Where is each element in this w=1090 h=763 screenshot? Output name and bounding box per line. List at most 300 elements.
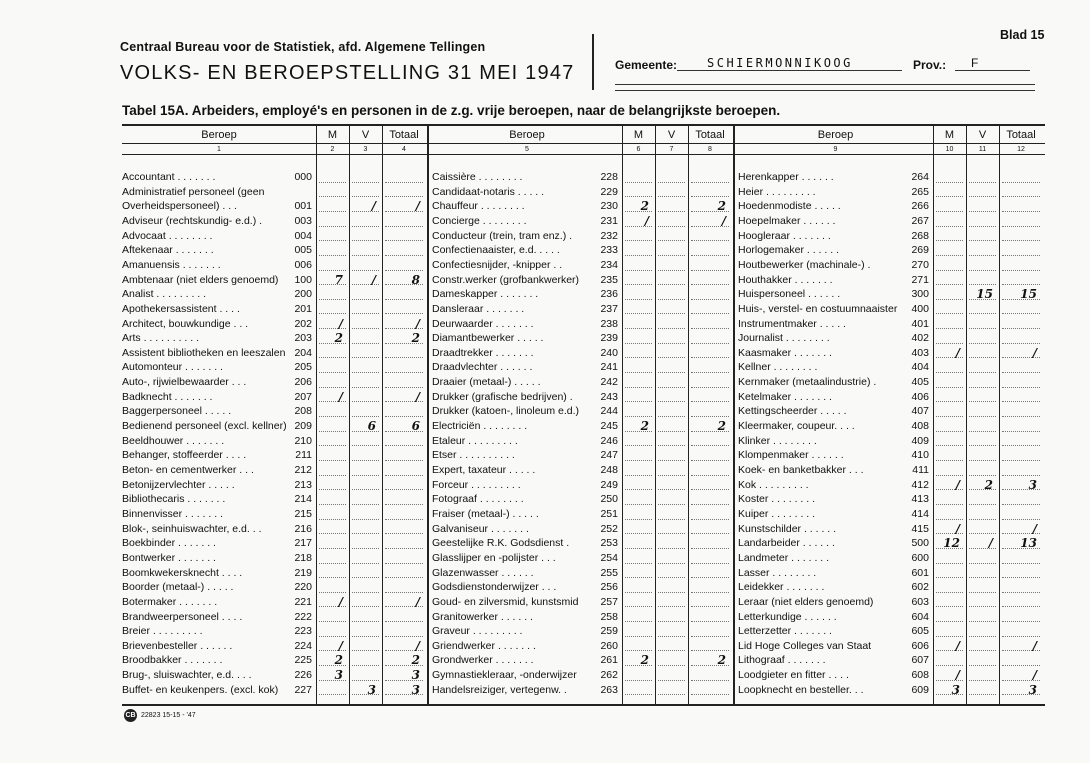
count-cell-v (349, 405, 382, 420)
count-cell-totaal (382, 611, 426, 626)
occupation-name: Handelsreiziger, vertegenw. . (432, 683, 567, 696)
table-row (122, 274, 426, 289)
dotted-line (658, 401, 685, 402)
count-cell-m (933, 391, 966, 406)
dotted-line (936, 401, 963, 402)
dotted-line (658, 650, 685, 651)
table-row (738, 464, 1043, 479)
dotted-line (625, 328, 652, 329)
count-cell-totaal (382, 523, 426, 538)
count-cell-totaal (999, 464, 1043, 479)
dotted-line (936, 387, 963, 388)
dotted-line (625, 372, 652, 373)
dotted-line (658, 680, 685, 681)
dotted-line (691, 475, 729, 476)
dotted-line (385, 182, 423, 183)
count-cell-m (316, 552, 349, 567)
occupation-name: Loopknecht en besteller. . . (738, 683, 864, 696)
table-row (432, 625, 732, 640)
count-cell-totaal (999, 654, 1043, 669)
dotted-line (691, 284, 729, 285)
occupation-code: 216 (294, 522, 312, 535)
handwritten-count: / (1032, 521, 1037, 536)
count-cell-v (655, 347, 688, 362)
handwritten-count: / (1032, 345, 1037, 360)
dotted-line (319, 431, 346, 432)
count-cell-totaal (382, 552, 426, 567)
dotted-line (319, 533, 346, 534)
occupation-name: Kuiper . . . . . . . . (738, 507, 816, 520)
dotted-line (1002, 255, 1040, 256)
occupation-code: 408 (911, 420, 929, 433)
dotted-line (691, 372, 729, 373)
count-cell-m (316, 200, 349, 215)
dotted-line (385, 621, 423, 622)
count-cell-totaal (382, 274, 426, 289)
dotted-line (352, 255, 379, 256)
count-cell-v (966, 684, 999, 699)
dotted-line (352, 680, 379, 681)
dotted-line (658, 475, 685, 476)
count-cell-m (933, 611, 966, 626)
count-cell-m (622, 552, 655, 567)
dotted-line (352, 372, 379, 373)
count-cell-v (966, 259, 999, 274)
count-cell-totaal (382, 405, 426, 420)
occupation-name: Accountant . . . . . . . (122, 171, 216, 183)
occupation-name: Deurwaarder . . . . . . . (432, 317, 534, 330)
count-cell-m (622, 288, 655, 303)
count-cell-v (655, 508, 688, 523)
dotted-line (691, 196, 729, 197)
count-cell-totaal (999, 361, 1043, 376)
dotted-line (625, 621, 652, 622)
count-cell-v (655, 493, 688, 508)
count-cell-m (622, 567, 655, 582)
count-cell-m (933, 420, 966, 435)
handwritten-count: / (338, 316, 343, 331)
occupation-name: Granitowerker . . . . . . (432, 610, 533, 623)
count-cell-v (966, 332, 999, 347)
count-cell-v (966, 640, 999, 655)
count-cell-totaal (688, 376, 732, 391)
dotted-line (319, 196, 346, 197)
occupation-code: 245 (600, 420, 618, 433)
count-cell-v (966, 186, 999, 201)
occupation-name: Lid Hoge Colleges van Staat (738, 639, 872, 652)
dotted-line (352, 592, 379, 593)
gemeente-label: Gemeente: (615, 58, 678, 72)
dotted-line (658, 636, 685, 637)
count-cell-m (622, 332, 655, 347)
occupation-name: Koster . . . . . . . . (738, 493, 816, 506)
dotted-line (936, 196, 963, 197)
count-cell-totaal (999, 244, 1043, 259)
occupation-table (122, 124, 1045, 706)
count-cell-v (349, 435, 382, 450)
occupation-code: 247 (600, 449, 618, 462)
count-cell-v (655, 464, 688, 479)
dotted-line (969, 328, 996, 329)
occupation-name: Constr.werker (grofbankwerker) (432, 273, 580, 286)
dotted-line (352, 299, 379, 300)
count-cell-m (622, 640, 655, 655)
column-number: 10 (945, 145, 954, 153)
dotted-line (691, 387, 729, 388)
occupation-code: 406 (911, 390, 929, 403)
table-row (432, 303, 732, 318)
column-number: 4 (402, 145, 406, 153)
occupation-name: Hoogleraar . . . . . . . (738, 229, 831, 242)
dotted-line (385, 270, 423, 271)
count-cell-totaal (999, 391, 1043, 406)
table-row (432, 479, 732, 494)
count-cell-v (349, 669, 382, 684)
table-row (738, 259, 1043, 274)
dotted-line (385, 445, 423, 446)
count-cell-totaal (688, 186, 732, 201)
dotted-line (385, 636, 423, 637)
handwritten-count: 2 (334, 653, 343, 668)
occupation-code: 226 (294, 669, 312, 682)
dotted-line (658, 606, 685, 607)
occupation-name: Kleermaker, coupeur. . . . (738, 420, 855, 433)
table-row (122, 420, 426, 435)
dotted-line (319, 475, 346, 476)
occupation-name: Glazenwasser . . . . . . (432, 566, 534, 579)
dotted-line (691, 357, 729, 358)
dotted-line (691, 606, 729, 607)
dotted-line (658, 343, 685, 344)
count-cell-totaal (999, 288, 1043, 303)
dotted-line (385, 489, 423, 490)
dotted-line (625, 548, 652, 549)
dotted-line (352, 519, 379, 520)
dotted-line (319, 504, 346, 505)
count-cell-totaal (382, 537, 426, 552)
count-cell-m (622, 405, 655, 420)
handwritten-count: 2 (640, 419, 649, 434)
dotted-line (385, 475, 423, 476)
occupation-name: Analist . . . . . . . . . (122, 288, 207, 301)
dotted-line (691, 694, 729, 695)
occupation-name: Boomkwekersknecht . . . . (122, 566, 243, 579)
occupation-name: Leidekker . . . . . . . (738, 581, 825, 594)
table-row (738, 215, 1043, 230)
dotted-line (936, 665, 963, 666)
form-title: VOLKS- EN BEROEPSTELLING 31 MEI 1947 (120, 62, 575, 84)
dotted-line (385, 504, 423, 505)
dotted-line (625, 475, 652, 476)
count-cell-totaal (999, 479, 1043, 494)
dotted-line (658, 211, 685, 212)
dotted-line (319, 211, 346, 212)
occupation-name: Behanger, stoffeerder . . . . (122, 449, 247, 462)
occupation-code: 402 (911, 332, 929, 345)
handwritten-count: / (415, 638, 420, 653)
dotted-line (319, 182, 346, 183)
dotted-line (691, 182, 729, 183)
count-cell-m (622, 493, 655, 508)
count-cell-v (655, 420, 688, 435)
occupation-name: Adviseur (rechtskundig- e.d.) . (122, 214, 263, 227)
count-cell-totaal (999, 376, 1043, 391)
dotted-line (625, 255, 652, 256)
dotted-line (936, 299, 963, 300)
dotted-line (385, 548, 423, 549)
occupation-name: Brandweerpersoneel . . . . (122, 610, 243, 623)
count-cell-totaal (382, 684, 426, 699)
dotted-line (385, 357, 423, 358)
dotted-line (319, 445, 346, 446)
dotted-line (658, 533, 685, 534)
count-cell-v (655, 318, 688, 333)
table-row (738, 449, 1043, 464)
table-row (738, 596, 1043, 611)
occupation-name: Draadvlechter . . . . . . (432, 361, 533, 374)
dotted-line (625, 343, 652, 344)
dotted-line (625, 680, 652, 681)
count-cell-v (966, 274, 999, 289)
dotted-line (625, 387, 652, 388)
occupation-name: Confectienaaister, e.d. . . . . (432, 244, 560, 257)
table-row (122, 669, 426, 684)
count-cell-totaal (999, 596, 1043, 611)
dotted-line (625, 489, 652, 490)
occupation-code: 220 (294, 581, 312, 594)
count-cell-totaal (382, 215, 426, 230)
print-footer (124, 709, 196, 722)
occupation-code: 249 (600, 478, 618, 491)
occupation-code: 604 (911, 610, 929, 623)
occupation-code: 414 (911, 507, 929, 520)
dotted-line (319, 299, 346, 300)
count-cell-totaal (999, 508, 1043, 523)
dotted-line (691, 328, 729, 329)
occupation-name: Gymnastiekleraar, -onderwijzer (432, 669, 577, 682)
handwritten-count: / (644, 213, 649, 228)
count-cell-totaal (382, 318, 426, 333)
dotted-line (385, 577, 423, 578)
table-row (122, 640, 426, 655)
dotted-line (691, 548, 729, 549)
dotted-line (385, 460, 423, 461)
table-row (122, 186, 426, 201)
handwritten-count: 2 (717, 199, 726, 214)
occupation-code: 231 (600, 214, 618, 227)
count-cell-m (316, 347, 349, 362)
dotted-line (1002, 445, 1040, 446)
occupation-code: 300 (911, 288, 929, 301)
province-label: Prov.: (913, 58, 947, 72)
dotted-line (352, 226, 379, 227)
count-cell-totaal (999, 567, 1043, 582)
occupation-code: 600 (911, 551, 929, 564)
occupation-code: 405 (911, 376, 929, 389)
count-cell-v (655, 405, 688, 420)
dotted-line (658, 270, 685, 271)
occupation-name: Candidaat-notaris . . . . . (432, 185, 545, 198)
dotted-line (625, 636, 652, 637)
occupation-code: 241 (600, 361, 618, 374)
count-cell-m (622, 171, 655, 186)
occupation-name: Griendwerker . . . . . . . (432, 639, 536, 652)
dotted-line (625, 299, 652, 300)
handwritten-count: / (415, 389, 420, 404)
occupation-code: 202 (294, 317, 312, 330)
dotted-line (969, 504, 996, 505)
count-cell-totaal (382, 230, 426, 245)
dotted-line (658, 694, 685, 695)
dotted-line (691, 577, 729, 578)
table-row (432, 523, 732, 538)
count-cell-v (966, 318, 999, 333)
count-cell-m (316, 288, 349, 303)
occupation-code: 269 (911, 244, 929, 257)
count-cell-v (349, 274, 382, 289)
dotted-line (691, 270, 729, 271)
dotted-line (352, 313, 379, 314)
occupation-code: 254 (600, 551, 618, 564)
count-cell-m (622, 464, 655, 479)
count-cell-v (349, 303, 382, 318)
occupation-code: 003 (294, 214, 312, 227)
dotted-line (658, 431, 685, 432)
count-cell-totaal (999, 405, 1043, 420)
count-cell-v (349, 625, 382, 640)
table-row (738, 611, 1043, 626)
occupation-code: 237 (600, 302, 618, 315)
occupation-code: 601 (911, 566, 929, 579)
count-cell-m (622, 523, 655, 538)
table-row (432, 405, 732, 420)
count-cell-m (933, 479, 966, 494)
dotted-line (936, 504, 963, 505)
table-row (122, 288, 426, 303)
count-cell-m (316, 391, 349, 406)
occupation-name: Leraar (niet elders genoemd) (738, 595, 874, 608)
dotted-line (352, 636, 379, 637)
count-cell-m (316, 493, 349, 508)
column-header-beroep: Beroep (509, 128, 545, 141)
count-cell-m (316, 611, 349, 626)
occupation-code: 205 (294, 361, 312, 374)
count-cell-m (316, 537, 349, 552)
count-cell-m (316, 186, 349, 201)
dotted-line (1002, 372, 1040, 373)
dotted-line (658, 592, 685, 593)
occupation-name: Expert, taxateur . . . . . (432, 464, 536, 476)
count-cell-v (349, 640, 382, 655)
dotted-line (319, 548, 346, 549)
handwritten-count: 3 (411, 682, 420, 697)
count-cell-totaal (382, 640, 426, 655)
occupation-name: Goud- en zilversmid, kunstsmid (432, 595, 579, 608)
dotted-line (352, 489, 379, 490)
dotted-line (936, 211, 963, 212)
occupation-name: Landmeter . . . . . . . (738, 551, 830, 564)
table-row (738, 654, 1043, 669)
occupation-code: 268 (911, 229, 929, 242)
occupation-code: 410 (911, 449, 929, 462)
dotted-line (1002, 519, 1040, 520)
count-cell-totaal (999, 611, 1043, 626)
occupation-name: Forceur . . . . . . . . . (432, 478, 521, 491)
occupation-name: Conducteur (trein, tram enz.) . (432, 229, 573, 242)
count-cell-totaal (688, 552, 732, 567)
count-cell-v (966, 479, 999, 494)
dotted-line (1002, 592, 1040, 593)
occupation-code: 208 (294, 405, 312, 418)
column-header-totaal: Totaal (389, 128, 419, 141)
count-cell-v (655, 288, 688, 303)
occupation-name: Galvaniseur . . . . . . . (432, 522, 529, 535)
occupation-code: 262 (600, 669, 618, 682)
dotted-line (969, 694, 996, 695)
count-cell-v (655, 449, 688, 464)
dotted-line (969, 372, 996, 373)
dotted-line (625, 401, 652, 402)
count-cell-m (933, 361, 966, 376)
count-cell-totaal (688, 244, 732, 259)
dotted-line (625, 313, 652, 314)
count-cell-totaal (999, 537, 1043, 552)
count-cell-v (349, 420, 382, 435)
count-cell-v (349, 200, 382, 215)
dotted-line (625, 563, 652, 564)
column-number: 8 (708, 145, 712, 153)
count-cell-v (655, 684, 688, 699)
table-row (738, 435, 1043, 450)
count-cell-m (933, 171, 966, 186)
dotted-line (658, 387, 685, 388)
count-cell-m (622, 669, 655, 684)
count-cell-v (966, 303, 999, 318)
count-cell-totaal (999, 186, 1043, 201)
count-cell-v (966, 347, 999, 362)
dotted-line (936, 460, 963, 461)
occupation-name: Fraiser (metaal-) . . . . . (432, 507, 539, 520)
dotted-line (936, 182, 963, 183)
dotted-line (936, 313, 963, 314)
count-cell-m (933, 684, 966, 699)
occupation-name: Journalist . . . . . . . . (738, 332, 830, 345)
occupation-code: 609 (911, 683, 929, 696)
dotted-line (658, 299, 685, 300)
count-cell-v (655, 259, 688, 274)
count-cell-totaal (688, 567, 732, 582)
count-cell-totaal (999, 435, 1043, 450)
count-cell-totaal (382, 654, 426, 669)
count-cell-v (349, 215, 382, 230)
count-cell-v (655, 274, 688, 289)
count-cell-m (316, 508, 349, 523)
occupation-code: 225 (294, 654, 312, 667)
dotted-line (625, 416, 652, 417)
count-cell-totaal (382, 567, 426, 582)
count-cell-totaal (688, 537, 732, 552)
count-cell-totaal (382, 288, 426, 303)
count-cell-v (966, 523, 999, 538)
table-row (738, 244, 1043, 259)
dotted-line (352, 563, 379, 564)
table-row (738, 391, 1043, 406)
table-row (738, 376, 1043, 391)
handwritten-count: 2 (411, 653, 420, 668)
table-row (122, 361, 426, 376)
count-cell-totaal (688, 332, 732, 347)
count-cell-m (933, 405, 966, 420)
